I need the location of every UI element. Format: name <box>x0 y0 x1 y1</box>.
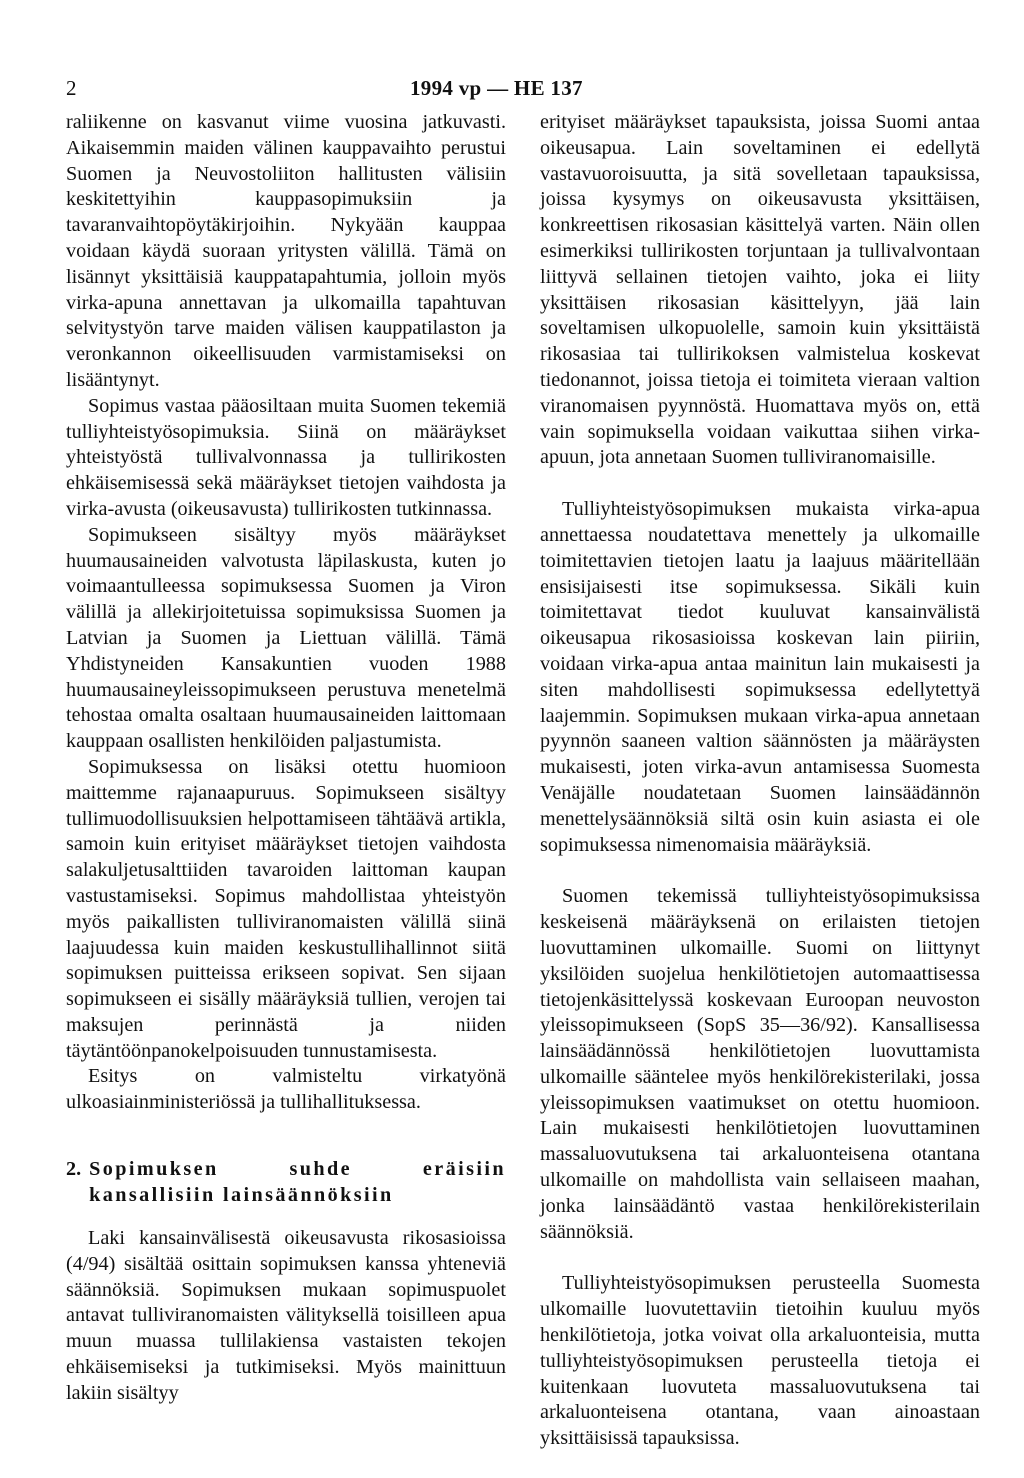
paragraph: Tulliyhteistyösopimuksen perusteella Suomesta ulkomaille luovutettaviin tietoihin kuuluu myös henkilötietoja, jotka voivat olla arkaluonteisia, mutta tulliyhteistyösopimuksen perusteella tietoja ei kuitenkaan luovuteta massaluovutuksena tai arkaluonteisena otantana, vaan ainoastaan yksittäisissä tapauksissa. <box>540 1272 980 1450</box>
section-title: Sopimuksen suhde eräisiin kansallisiin lainsäännöksiin <box>89 1158 506 1207</box>
right-column <box>540 110 980 1452</box>
paragraph: Sopimus vastaa pääosiltaan muita Suomen tekemiä tulliyhteistyösopimuksia. Siinä on määräykset yhteistyöstä tullivalvonnassa ja tullirikosten ehkäisemisessä sekä määräykset tietojen vaihdosta ja virka-avusta (oikeusavusta) tullirikosten tutkinnassa. <box>66 394 506 520</box>
section-number: 2. <box>66 1158 82 1181</box>
paragraph: Sopimuksessa on lisäksi otettu huomioon maittemme rajanaapuruus. Sopimukseen sisältyy tullimuodollisuuksien helpottamiseen tähtäävä artikla, samoin kuin erityiset määräykset tietojen vaihdosta salakuljetusalttiiden tavaroiden laittoman kaupan vastustamiseksi. Sopimus mahdollistaa yhteistyön myös paikallisten tulliviranomaisten välillä siinä laajuudessa kuin maiden keskustullihallinnot siitä sopimuksen puitteissa erikseen sopivat. Sen sijaan sopimukseen ei sisälly määräyksiä tullien, verojen tai maksujen perinnästä ja niiden täytäntöönpanokelpoisuuden tunnustamisesta. <box>66 755 506 1062</box>
page-number: 2 <box>66 76 77 100</box>
paragraph: Tulliyhteistyösopimuksen mukaista virka-apua annettaessa noudatettava menettely ja ulkomaille toimitettavien tietojen laatu ja laajuus määritellään ensisijaisesti itse sopimuksessa. Sikäli kuin toimitettavat tiedot kuuluvat kansainvälistä oikeusapua rikosasioissa koskevan lain piiriin, voidaan virka-apua antaa mainitun lain mukaisesti ja siten mahdollisesti sopimuksessa edellytettyä laajemmin. Sopimuksen mukaan virka-apua annetaan pyynnön saaneen valtion säännösten ja määräysten mukaisesti, joten virka-avun antamisessa Suomesta Venäjälle noudatetaan Suomen lainsäädännön menettelysäännöksiä siltä osin kuin asiasta ei ole sopimuksessa nimenomaisia määräyksiä. <box>540 498 980 856</box>
paragraph: Laki kansainvälisestä oikeusavusta rikosasioissa (4/94) sisältää osittain sopimuksen kanssa yhteneviä säännöksiä. Sopimuksen mukaan sopimuspuolet antavat tulliviranomaisten välityksellä toisilleen apua muun muassa tullilakiensa vastaisten tekojen ehkäisemiseksi ja tutkimiseksi. Myös mainittuun lakiin sisältyy <box>66 1227 506 1404</box>
paragraph: raliikenne on kasvanut viime vuosina jatkuvasti. Aikaisemmin maiden välinen kauppavaihto perustui Suomen ja Neuvostoliiton hallitusten välisiin keskitettyihin kauppasopimuksiin ja tavaranvaihtopöytäkirjoihin. Nykyään kauppaa voidaan käydä suoraan yritysten välillä. Tämä on lisännyt yksittäisiä kauppatapahtumia, jolloin myös virka-apuna annettavan ja ulkomailla tapahtuvan selvitystyön tarve maiden välisen kauppatilaston ja veronkannon oikeellisuuden varmistamiseksi on lisääntynyt. <box>66 111 506 391</box>
paragraph: Sopimukseen sisältyy myös määräykset huumausaineiden valvotusta läpilaskusta, kuten jo voimaantulleessa sopimuksessa Suomen ja Viron välillä ja allekirjoitetuissa sopimuksissa Suomen ja Latvian ja Suomen ja Liettuan välillä. Tämä Yhdistyneiden Kansakuntien vuoden 1988 huumausaineyleissopimukseen perustuva menetelmä tehostaa omalta osaltaan huumausaineiden laittomaan kauppaan osallisten henkilöiden paljastumista. <box>66 523 506 753</box>
paragraph: erityiset määräykset tapauksista, joissa Suomi antaa oikeusapua. Lain soveltaminen ei edellytä vastavuoroisuutta, ja sitä sovelletaan tapauksissa, joissa kysymys on oikeusavusta yksittäisen, konkreettisen rikosasian käsittelyä varten. Näin ollen esimerkiksi tullirikosten torjuntaan ja tullivalvontaan liittyvä sellainen tietojen vaihto, joka ei liity yksittäisen rikosasian käsittelyyn, jää lain soveltamisen ulkopuolelle, samoin kuin yksittäistä rikosasiaa tai tullirikoksen valmistelua koskevat tiedonannot, joissa tietoja ei toimiteta vieraan valtion viranomaisen pyynnöstä. Huomattava myös on, että vain sopimuksella voidaan vaikuttaa siihen virka-apuun, jota annetaan Suomen tulliviranomaisille. <box>540 111 980 469</box>
left-column <box>66 110 506 1407</box>
paragraph: Esitys on valmisteltu virkatyönä ulkoasiainministeriössä ja tullihallituksessa. <box>66 1065 506 1114</box>
running-header: 1994 vp — HE 137 <box>410 76 583 100</box>
paragraph: Suomen tekemissä tulliyhteistyösopimuksissa keskeisenä määräyksenä on erilaisten tietojen luovuttaminen ulkomaille. Suomi on liittynyt yksilöiden suojelua henkilötietojen automaattisessa tietojenkäsittelyssä koskevaan Euroopan neuvoston yleissopimukseen (SopS 35—36/92). Kansallisessa lainsäädännössä henkilötietojen luovuttamista ulkomaille sääntelee myös henkilörekisterilaki, jossa yleissopimuksen vaatimukset on otettu huomioon. Lain mukaisesti henkilötietojen luovuttaminen massaluovutuksena tai arkaluonteisena otantana ulkomaille on mahdollista vain sellaiseen maahan, jonka lainsäädäntö vastaa henkilörekisterilain säännöksiä. <box>540 885 980 1243</box>
section-heading <box>66 1156 506 1208</box>
